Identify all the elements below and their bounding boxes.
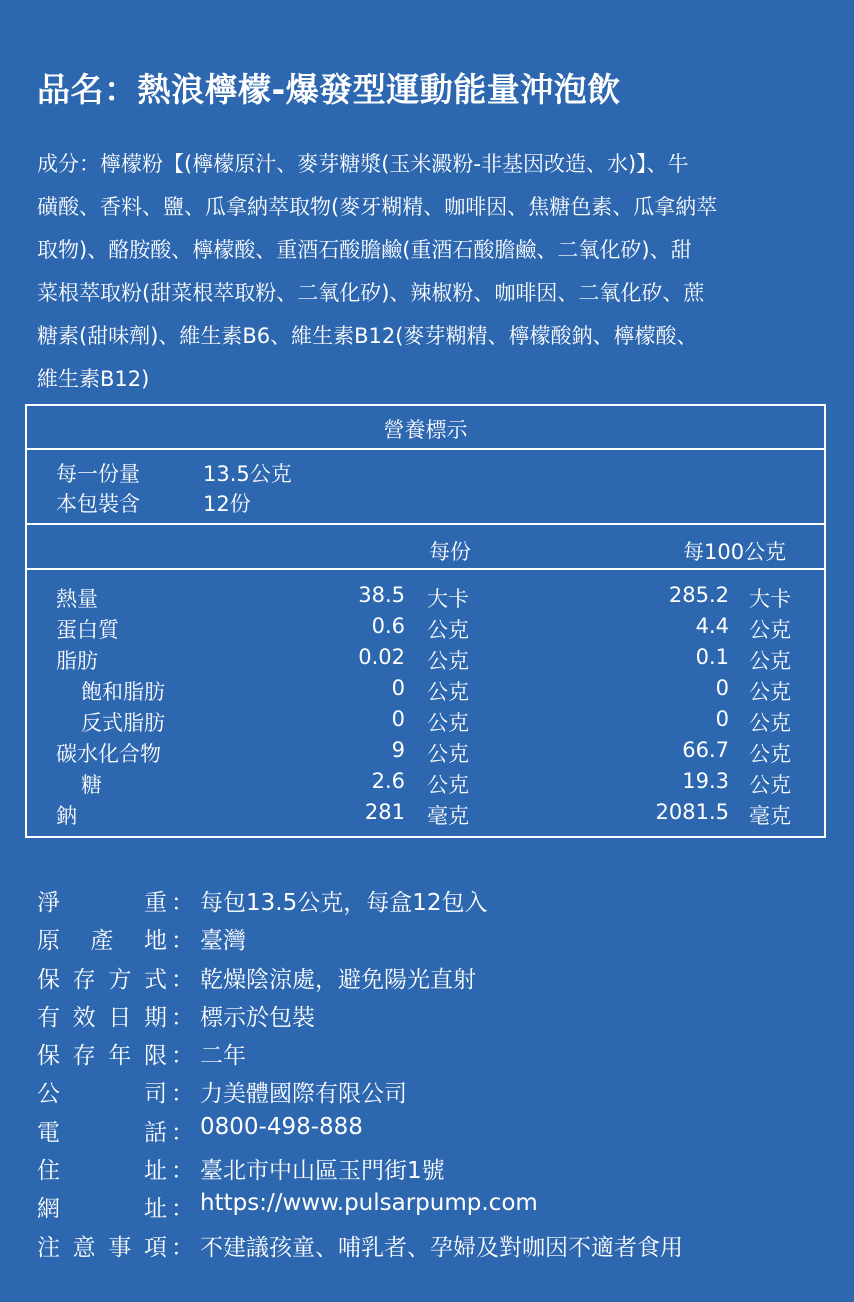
info-colon: ： <box>171 966 194 993</box>
info-label-char: 原 <box>37 928 60 955</box>
nutrient-name: 反式脂肪 <box>81 711 165 735</box>
info-value: 不建議孩童、哺乳者、孕婦及對咖因不適者食用 <box>200 1234 683 1261</box>
info-value: 臺灣 <box>200 928 246 955</box>
nutrition-facts-table <box>25 404 826 838</box>
nutrient-name: 熱量 <box>56 587 98 611</box>
per-100g-value: 285.2 <box>668 583 729 607</box>
info-label-char: 注 <box>37 1234 60 1261</box>
per-100g-value: 4.4 <box>695 614 729 638</box>
info-label-char: 重 <box>144 890 167 916</box>
servings-value: 12份 <box>203 492 251 516</box>
serving-size-label: 每一份量 <box>56 462 140 486</box>
divider <box>27 568 824 570</box>
info-colon: ： <box>171 1081 194 1108</box>
info-label-char: 公 <box>37 1081 60 1108</box>
info-label <box>37 1075 167 1108</box>
ingredients-line: 取物)、酪胺酸、檸檬酸、重酒石酸膽鹼(重酒石酸膽鹼、二氧化矽)、甜 <box>37 238 692 262</box>
per-serving-unit: 公克 <box>427 711 469 735</box>
info-colon: ： <box>171 1196 194 1223</box>
info-label-char: 址 <box>144 1196 167 1223</box>
per-100g-unit: 公克 <box>749 742 791 766</box>
per-100g-value: 66.7 <box>682 738 729 762</box>
per-serving-value: 9 <box>391 738 405 762</box>
info-value: 0800-498-888 <box>200 1113 363 1140</box>
per-100g-unit: 公克 <box>749 618 791 642</box>
per-serving-value: 0 <box>391 676 405 700</box>
info-label-char: 地 <box>144 928 167 955</box>
per-100g-unit: 毫克 <box>749 804 791 828</box>
divider <box>27 448 824 450</box>
per-serving-unit: 毫克 <box>427 804 469 828</box>
per-serving-value: 281 <box>364 800 405 824</box>
info-label-char: 住 <box>37 1158 60 1185</box>
info-label <box>37 922 167 955</box>
info-label <box>37 1152 167 1185</box>
per-serving-value: 38.5 <box>358 583 405 607</box>
per-100g-value: 0 <box>715 707 729 731</box>
ingredients-text <box>37 143 817 401</box>
per-serving-unit: 公克 <box>427 680 469 704</box>
per-serving-unit: 公克 <box>427 773 469 797</box>
per-100g-unit: 公克 <box>749 649 791 673</box>
per-serving-value: 0.6 <box>371 614 405 638</box>
nutrition-title: 營養標示 <box>383 418 468 442</box>
ingredients-line: 菜根萃取粉(甜菜根萃取粉、二氧化矽)、辣椒粉、咖啡因、二氧化矽、蔗 <box>37 281 705 305</box>
column-header-per-serving: 每份 <box>429 540 471 564</box>
per-100g-unit: 公克 <box>749 711 791 735</box>
nutrient-row <box>27 769 824 800</box>
info-value: 每包13.5公克，每盒12包入 <box>200 890 488 916</box>
info-label-char: 意 <box>72 1234 96 1261</box>
nutrient-row <box>27 707 824 738</box>
nutrient-row <box>27 738 824 769</box>
info-label-char: 電 <box>37 1119 60 1146</box>
per-100g-unit: 公克 <box>749 773 791 797</box>
info-colon: ： <box>171 928 194 955</box>
info-label-char: 期 <box>143 1004 167 1031</box>
per-serving-unit: 公克 <box>427 618 469 642</box>
info-label-char: 項 <box>143 1234 167 1261</box>
nutrient-row <box>27 676 824 707</box>
ingredients-line: 成分：檸檬粉【(檸檬原汁、麥芽糖漿(玉米澱粉-非基因改造、水)】、牛 <box>37 152 689 176</box>
info-label-char: 年 <box>108 1043 132 1070</box>
per-serving-unit: 大卡 <box>427 587 469 611</box>
info-colon: ： <box>171 1158 194 1185</box>
info-label-char: 存 <box>72 1043 96 1070</box>
column-header-per-100g: 每100公克 <box>683 540 787 564</box>
info-label <box>37 1229 167 1262</box>
info-value: 乾燥陰涼處，避免陽光直射 <box>200 966 476 993</box>
info-colon: ： <box>171 1043 194 1070</box>
info-label-char: 限 <box>143 1043 167 1070</box>
per-100g-value: 19.3 <box>682 769 729 793</box>
info-label <box>37 1114 167 1147</box>
info-colon: ： <box>171 1234 194 1261</box>
per-100g-unit: 公克 <box>749 680 791 704</box>
ingredients-line: 糖素(甜味劑)、維生素B6、維生素B12(麥芽糊精、檸檬酸鈉、檸檬酸、 <box>37 324 698 348</box>
servings-label: 本包裝含 <box>56 492 140 516</box>
per-serving-unit: 公克 <box>427 649 469 673</box>
info-label-char: 日 <box>108 1004 132 1031</box>
per-100g-value: 0.1 <box>695 645 729 669</box>
ingredients-line: 磺酸、香料、鹽、瓜拿納萃取物(麥牙糊精、咖啡因、焦糖色素、瓜拿納萃 <box>37 195 718 219</box>
ingredients-line: 維生素B12) <box>37 367 150 391</box>
info-label-char: 有 <box>37 1004 60 1031</box>
nutrient-name: 蛋白質 <box>56 618 119 642</box>
info-label-char: 式 <box>143 966 167 993</box>
info-label <box>37 999 167 1032</box>
info-label-char: 事 <box>108 1234 132 1261</box>
info-label-char: 淨 <box>37 890 60 916</box>
divider <box>27 523 824 525</box>
per-100g-value: 0 <box>715 676 729 700</box>
info-label-char: 存 <box>72 966 96 993</box>
info-colon: ： <box>171 1004 194 1031</box>
info-label <box>37 1190 167 1223</box>
info-colon: ： <box>171 890 194 916</box>
nutrient-name: 碳水化合物 <box>56 742 161 766</box>
info-label-char: 保 <box>37 966 60 993</box>
per-100g-value: 2081.5 <box>655 800 729 824</box>
info-label-char: 方 <box>108 966 132 993</box>
nutrient-row <box>27 645 824 676</box>
info-value: 標示於包裝 <box>200 1004 315 1031</box>
info-value: 臺北市中山區玉門街1號 <box>200 1158 445 1185</box>
nutrient-name: 脂肪 <box>56 649 98 673</box>
per-serving-value: 0.02 <box>358 645 405 669</box>
info-label-char: 產 <box>90 928 114 955</box>
info-label <box>37 1037 167 1070</box>
info-label-char: 址 <box>144 1158 167 1185</box>
info-value: 力美體國際有限公司 <box>200 1081 407 1108</box>
nutrient-name: 鈉 <box>56 804 77 828</box>
info-value: https://www.pulsarpump.com <box>200 1190 538 1217</box>
serving-size-value: 13.5公克 <box>203 462 292 486</box>
nutrient-row <box>27 583 824 614</box>
product-title: 品名：熱浪檸檬-爆發型運動能量沖泡飲 <box>37 70 621 109</box>
per-100g-unit: 大卡 <box>749 587 791 611</box>
servings-per-pack-row <box>56 488 251 518</box>
per-serving-value: 2.6 <box>371 769 405 793</box>
nutrient-name: 糖 <box>81 773 102 797</box>
info-label-char: 話 <box>144 1119 167 1146</box>
info-label-char: 司 <box>144 1081 167 1108</box>
nutrient-name: 飽和脂肪 <box>81 680 165 704</box>
info-colon: ： <box>171 1119 194 1146</box>
serving-size-row <box>56 458 292 488</box>
info-label-char: 效 <box>72 1004 96 1031</box>
info-label <box>37 884 167 917</box>
info-label-char: 保 <box>37 1043 60 1070</box>
per-serving-value: 0 <box>391 707 405 731</box>
per-serving-unit: 公克 <box>427 742 469 766</box>
nutrient-row <box>27 800 824 831</box>
info-value: 二年 <box>200 1043 246 1070</box>
info-label-char: 網 <box>37 1196 60 1223</box>
nutrient-row <box>27 614 824 645</box>
info-label <box>37 961 167 994</box>
